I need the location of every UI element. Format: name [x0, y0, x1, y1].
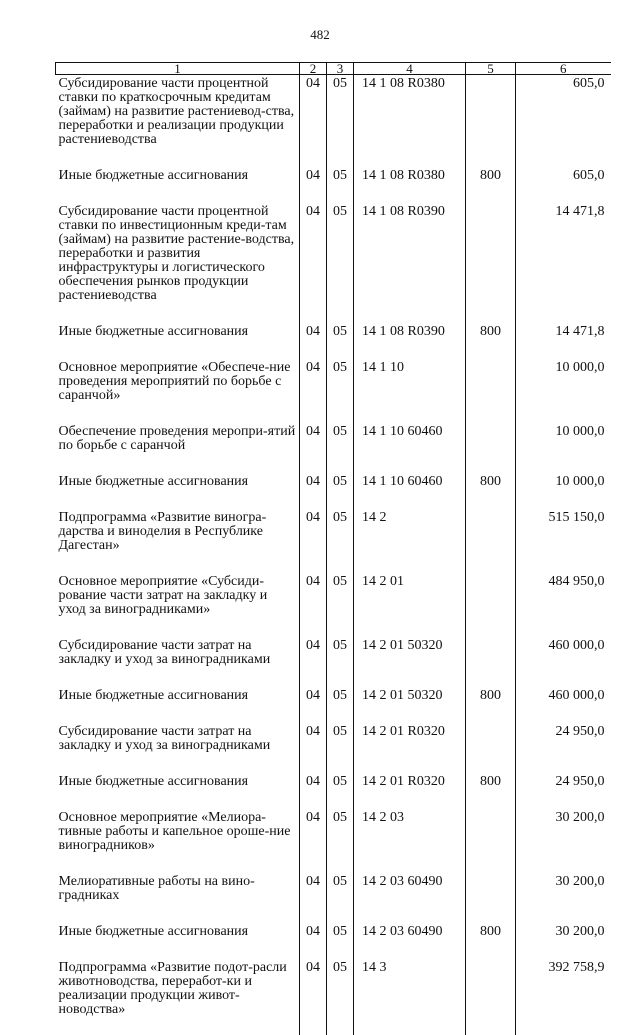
row-amount: 605,0: [516, 165, 611, 201]
row-subsection: 05: [327, 321, 354, 357]
row-target-article: 14 2 03 60490: [354, 921, 466, 957]
row-expense-type: [466, 421, 516, 471]
row-amount: 24 950,0: [516, 771, 611, 807]
table-row: [56, 635, 611, 685]
row-target-article: 14 1 08 R0380: [354, 165, 466, 201]
row-target-article: 14 2 03: [354, 807, 466, 871]
row-amount: 14 471,8: [516, 201, 611, 321]
row-section: 04: [300, 807, 327, 871]
column-header-subsection: 3: [327, 63, 354, 75]
row-name: Основное мероприятие «Мелиора-тивные работы и капельное ороше-ние виноградников»: [56, 807, 300, 871]
row-target-article: 14 1 10: [354, 357, 466, 421]
row-expense-type: 800: [466, 165, 516, 201]
row-subsection: 05: [327, 921, 354, 957]
row-amount: 605,0: [516, 75, 611, 166]
row-target-article: 14 1 08 R0390: [354, 321, 466, 357]
row-amount: 460 000,0: [516, 685, 611, 721]
row-expense-type: 800: [466, 471, 516, 507]
row-name: Иные бюджетные ассигнования: [56, 685, 300, 721]
row-name: Субсидирование части затрат на закладку и уход за виноградниками: [56, 635, 300, 685]
row-name: Подпрограмма «Развитие подот-расли животноводства, переработ-ки и реализации продукции живот-новодства»: [56, 957, 300, 1035]
row-section: 04: [300, 357, 327, 421]
row-subsection: 05: [327, 421, 354, 471]
row-section: 04: [300, 507, 327, 571]
row-expense-type: [466, 721, 516, 771]
row-subsection: 05: [327, 357, 354, 421]
row-amount: 30 200,0: [516, 807, 611, 871]
row-name: Иные бюджетные ассигнования: [56, 771, 300, 807]
table-row: [56, 571, 611, 635]
table-row: [56, 471, 611, 507]
row-expense-type: [466, 507, 516, 571]
row-subsection: 05: [327, 635, 354, 685]
row-section: 04: [300, 721, 327, 771]
row-amount: 10 000,0: [516, 471, 611, 507]
row-section: 04: [300, 921, 327, 957]
row-section: 04: [300, 321, 327, 357]
row-expense-type: 800: [466, 921, 516, 957]
row-name: Иные бюджетные ассигнования: [56, 921, 300, 957]
row-target-article: 14 1 10 60460: [354, 471, 466, 507]
table-row: [56, 921, 611, 957]
row-section: 04: [300, 471, 327, 507]
table-header-row: [56, 63, 611, 75]
row-subsection: 05: [327, 471, 354, 507]
row-amount: 30 200,0: [516, 871, 611, 921]
row-subsection: 05: [327, 721, 354, 771]
row-section: 04: [300, 165, 327, 201]
row-amount: 10 000,0: [516, 421, 611, 471]
column-header-amount: 6: [516, 63, 611, 75]
row-name: Подпрограмма «Развитие виногра-дарства и виноделия в Республике Дагестан»: [56, 507, 300, 571]
row-name: Субсидирование части процентной ставки по инвестиционным креди-там (займам) на развитие растение-водства, переработки и развития инфраструктуры и логистического обеспечения рынков продукции растениеводства: [56, 201, 300, 321]
row-expense-type: [466, 571, 516, 635]
column-header-name: 1: [56, 63, 300, 75]
column-header-target-article: 4: [354, 63, 466, 75]
row-name: Мелиоративные работы на вино-градниках: [56, 871, 300, 921]
row-amount: 14 471,8: [516, 321, 611, 357]
row-name: Иные бюджетные ассигнования: [56, 471, 300, 507]
row-expense-type: [466, 635, 516, 685]
row-name: Иные бюджетные ассигнования: [56, 165, 300, 201]
table-row: [56, 507, 611, 571]
row-expense-type: 800: [466, 685, 516, 721]
row-subsection: 05: [327, 75, 354, 166]
row-subsection: 05: [327, 571, 354, 635]
row-name: Субсидирование части затрат на закладку и уход за виноградниками: [56, 721, 300, 771]
row-name: Основное мероприятие «Субсиди-рование части затрат на закладку и уход за виноградниками»: [56, 571, 300, 635]
row-target-article: 14 1 10 60460: [354, 421, 466, 471]
table-row: [56, 685, 611, 721]
table-row: [56, 357, 611, 421]
row-subsection: 05: [327, 771, 354, 807]
row-amount: 10 000,0: [516, 357, 611, 421]
row-section: 04: [300, 635, 327, 685]
row-section: 04: [300, 957, 327, 1035]
row-expense-type: [466, 871, 516, 921]
row-target-article: 14 2 01 R0320: [354, 771, 466, 807]
budget-table: [55, 62, 611, 1035]
row-amount: 460 000,0: [516, 635, 611, 685]
row-target-article: 14 2 01 50320: [354, 685, 466, 721]
row-name: Обеспечение проведения меропри-ятий по борьбе с саранчой: [56, 421, 300, 471]
row-name: Иные бюджетные ассигнования: [56, 321, 300, 357]
table-row: [56, 75, 611, 166]
row-expense-type: [466, 357, 516, 421]
row-subsection: 05: [327, 685, 354, 721]
table-row: [56, 165, 611, 201]
row-subsection: 05: [327, 201, 354, 321]
row-amount: 484 950,0: [516, 571, 611, 635]
row-section: 04: [300, 871, 327, 921]
row-section: 04: [300, 571, 327, 635]
column-header-section: 2: [300, 63, 327, 75]
table-row: [56, 871, 611, 921]
row-target-article: 14 2 01 50320: [354, 635, 466, 685]
row-target-article: 14 2 01: [354, 571, 466, 635]
row-subsection: 05: [327, 957, 354, 1035]
row-name: Основное мероприятие «Обеспече-ние проведения мероприятий по борьбе с саранчой»: [56, 357, 300, 421]
table-row: [56, 957, 611, 1035]
table-row: [56, 321, 611, 357]
row-section: 04: [300, 421, 327, 471]
row-expense-type: 800: [466, 771, 516, 807]
row-name: Субсидирование части процентной ставки по краткосрочным кредитам (займам) на развитие растениевод-ства, переработки и реализации продукции растениеводства: [56, 75, 300, 166]
row-expense-type: 800: [466, 321, 516, 357]
column-header-expense-type: 5: [466, 63, 516, 75]
row-amount: 515 150,0: [516, 507, 611, 571]
table-row: [56, 421, 611, 471]
row-expense-type: [466, 75, 516, 166]
row-subsection: 05: [327, 165, 354, 201]
page-number: 482: [310, 27, 330, 42]
table-row: [56, 201, 611, 321]
row-expense-type: [466, 807, 516, 871]
row-subsection: 05: [327, 807, 354, 871]
row-subsection: 05: [327, 871, 354, 921]
row-section: 04: [300, 771, 327, 807]
row-target-article: 14 2 03 60490: [354, 871, 466, 921]
row-target-article: 14 1 08 R0380: [354, 75, 466, 166]
row-section: 04: [300, 685, 327, 721]
row-subsection: 05: [327, 507, 354, 571]
row-target-article: 14 1 08 R0390: [354, 201, 466, 321]
table-row: [56, 807, 611, 871]
row-section: 04: [300, 75, 327, 166]
row-amount: 30 200,0: [516, 921, 611, 957]
row-target-article: 14 2: [354, 507, 466, 571]
table-row: [56, 721, 611, 771]
row-target-article: 14 2 01 R0320: [354, 721, 466, 771]
table-row: [56, 771, 611, 807]
row-amount: 392 758,9: [516, 957, 611, 1035]
row-section: 04: [300, 201, 327, 321]
row-target-article: 14 3: [354, 957, 466, 1035]
row-amount: 24 950,0: [516, 721, 611, 771]
row-expense-type: [466, 201, 516, 321]
row-expense-type: [466, 957, 516, 1035]
